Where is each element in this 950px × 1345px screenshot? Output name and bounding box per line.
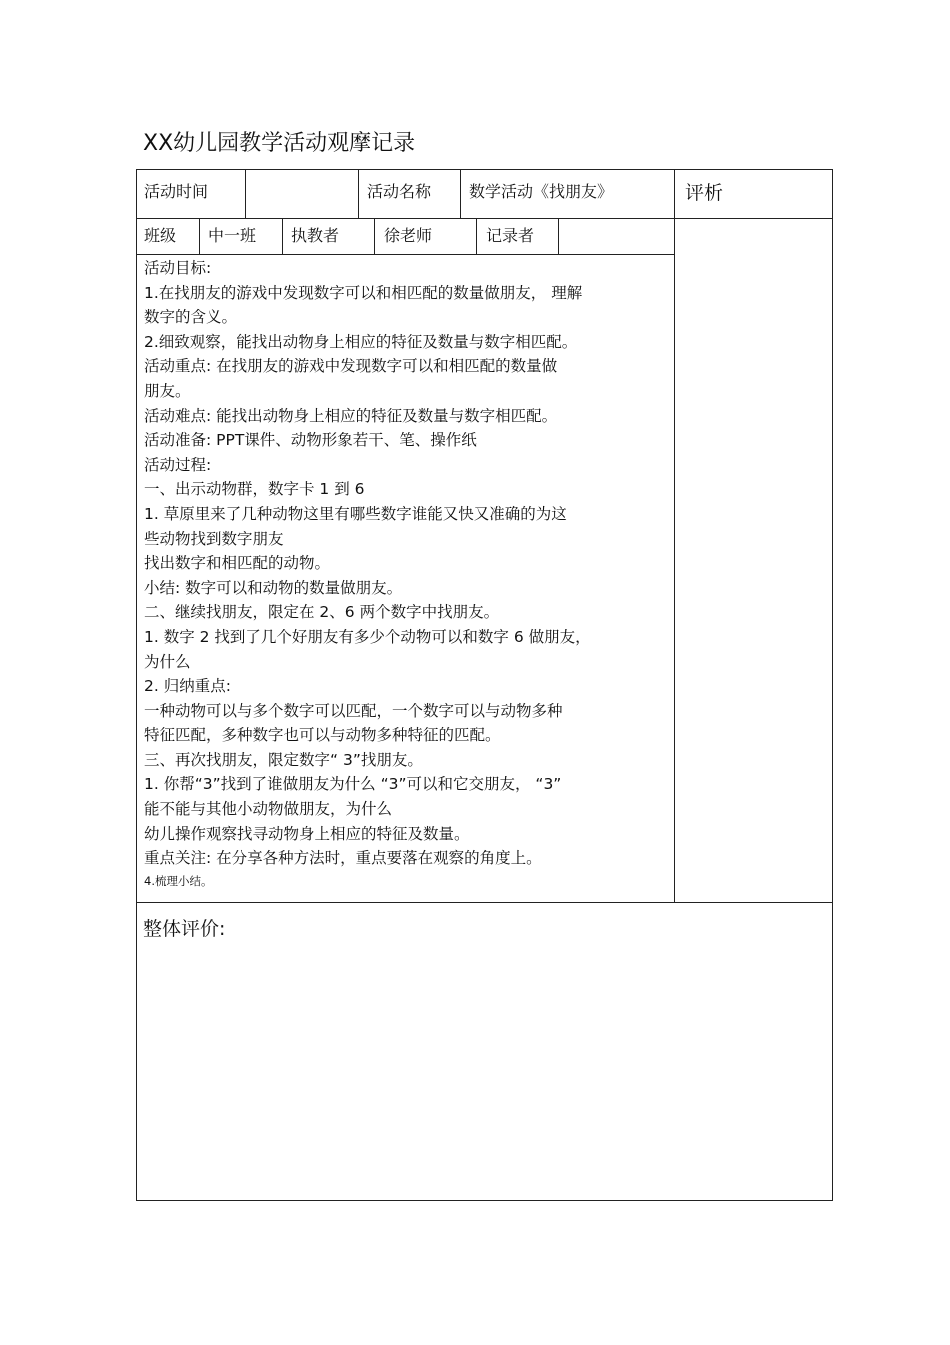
recorder-label: 记录者	[486, 226, 535, 245]
content-last-line: 4.梳理小结。	[144, 873, 213, 888]
page-title: XX幼儿园教学活动观摩记录	[143, 131, 416, 156]
content-line: 数字的含义。	[144, 308, 238, 327]
content-line: 1. 你帮“3”找到了谁做朋友为什么 “3”可以和它交朋友， “3”	[144, 775, 562, 794]
content-line: 活动重点: 在找朋友的游戏中发现数字可以和相匹配的数量做	[144, 357, 558, 376]
content-line: 一种动物可以与多个数字可以匹配，一个数字可以与动物多种	[144, 701, 563, 720]
activity-name-value: 数学活动《找朋友》	[469, 182, 614, 201]
teacher-value: 徐老师	[384, 226, 433, 245]
content-line: 活动目标:	[144, 259, 212, 277]
content-line: 活动准备: PPT课件、动物形象若干、笔、操作纸	[144, 431, 477, 450]
content-line: 1.在找朋友的游戏中发现数字可以和相匹配的数量做朋友， 理解	[144, 283, 583, 302]
content-line: 活动过程:	[144, 455, 212, 474]
content-line: 能不能与其他小动物做朋友，为什么	[144, 800, 393, 819]
content-line: 二、继续找朋友，限定在 2、6 两个数字中找朋友。	[144, 603, 500, 622]
content-line: 些动物找到数字朋友	[144, 529, 284, 548]
content-line: 幼儿操作观察找寻动物身上相应的特征及数量。	[144, 824, 470, 843]
content-line: 小结: 数字可以和动物的数量做朋友。	[144, 578, 403, 597]
content-line: 1. 草原里来了几种动物这里有哪些数字谁能又快又准确的为这	[144, 504, 567, 523]
content-line: 一、出示动物群，数字卡 1 到 6	[144, 480, 365, 499]
content-line: 2. 归纳重点:	[144, 677, 231, 696]
activity-content	[144, 256, 670, 891]
content-line: 2.细致观察，能找出动物身上相应的特征及数量与数字相匹配。	[144, 332, 578, 351]
content-line: 重点关注: 在分享各种方法时，重点要落在观察的角度上。	[144, 849, 542, 868]
activity-name-label: 活动名称	[367, 182, 432, 201]
content-line: 三、再次找朋友，限定数字“ 3”找朋友。	[144, 750, 423, 769]
content-line: 特征匹配，多种数字也可以与动物多种特征的匹配。	[144, 726, 501, 745]
class-label: 班级	[144, 226, 177, 245]
content-line: 1. 数字 2 找到了几个好朋友有多少个动物可以和数字 6 做朋友，	[144, 627, 591, 646]
content-line: 找出数字和相匹配的动物。	[144, 554, 331, 573]
class-value: 中一班	[208, 226, 257, 245]
content-line: 为什么	[144, 652, 191, 671]
activity-time-label: 活动时间	[144, 182, 209, 201]
overall-evaluation-label: 整体评价:	[143, 918, 226, 940]
review-label: 评析	[685, 182, 724, 204]
content-line: 朋友。	[144, 381, 191, 400]
teacher-label: 执教者	[291, 226, 340, 245]
content-line: 活动难点: 能找出动物身上相应的特征及数量与数字相匹配。	[144, 406, 558, 425]
